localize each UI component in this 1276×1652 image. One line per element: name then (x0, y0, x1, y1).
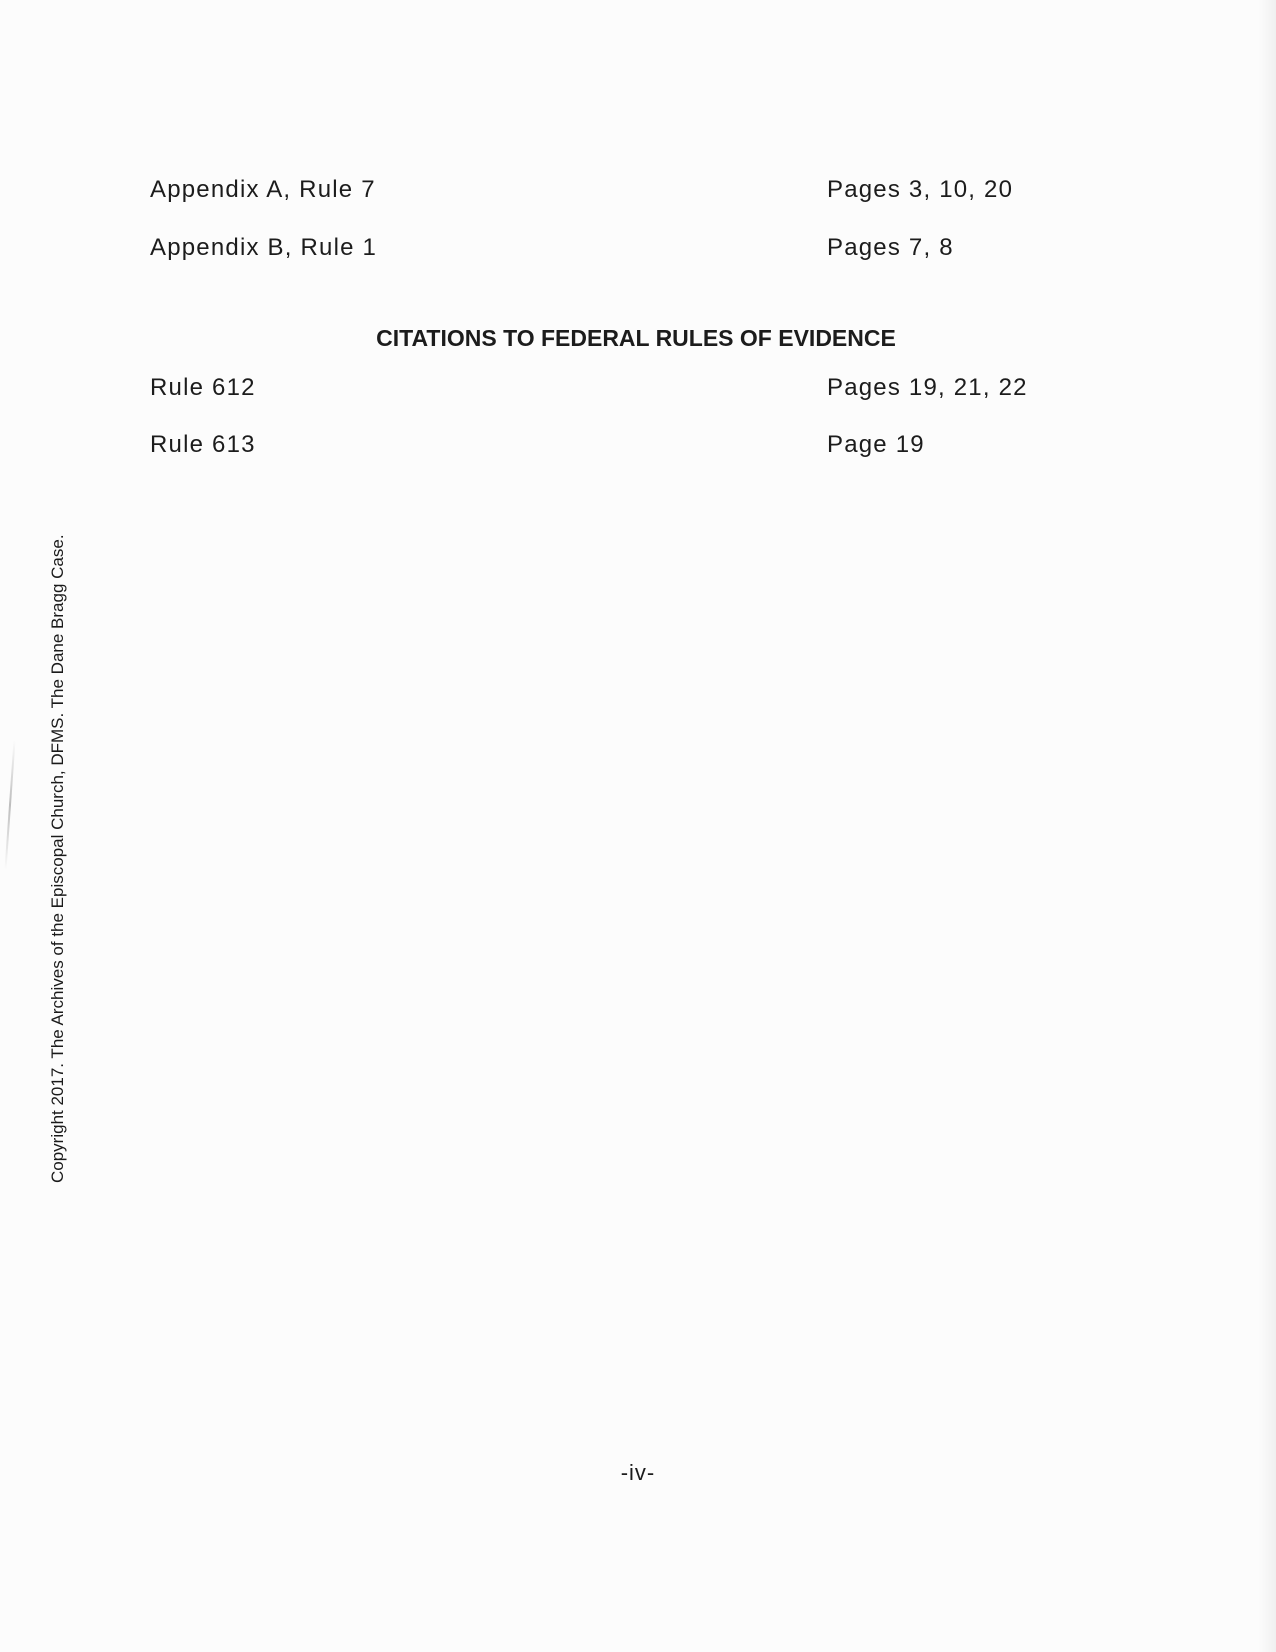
citation-rule: Rule 613 (150, 431, 256, 458)
citation-rule: Rule 612 (150, 374, 256, 401)
section-heading (0, 325, 1276, 352)
page-edge-shadow (1258, 0, 1276, 1652)
citation-pages: Page 19 (827, 431, 925, 458)
citation-row (150, 374, 1050, 406)
scan-artifact (4, 740, 15, 870)
citation-pages: Pages 3, 10, 20 (827, 176, 1014, 203)
citation-row (150, 234, 1050, 266)
section-heading-text: CITATIONS TO FEDERAL RULES OF EVIDENCE (376, 325, 896, 351)
copyright-watermark: Copyright 2017. The Archives of the Episcopal Church, DFMS. The Dane Bragg Case. (48, 534, 67, 1183)
citation-pages: Pages 7, 8 (827, 234, 954, 261)
citation-row (150, 176, 1050, 208)
page-number: -iv- (620, 1460, 656, 1485)
citation-rule: Appendix A, Rule 7 (150, 176, 376, 203)
citation-row (150, 431, 1050, 463)
citation-rule: Appendix B, Rule 1 (150, 234, 378, 261)
citation-pages: Pages 19, 21, 22 (827, 374, 1028, 401)
